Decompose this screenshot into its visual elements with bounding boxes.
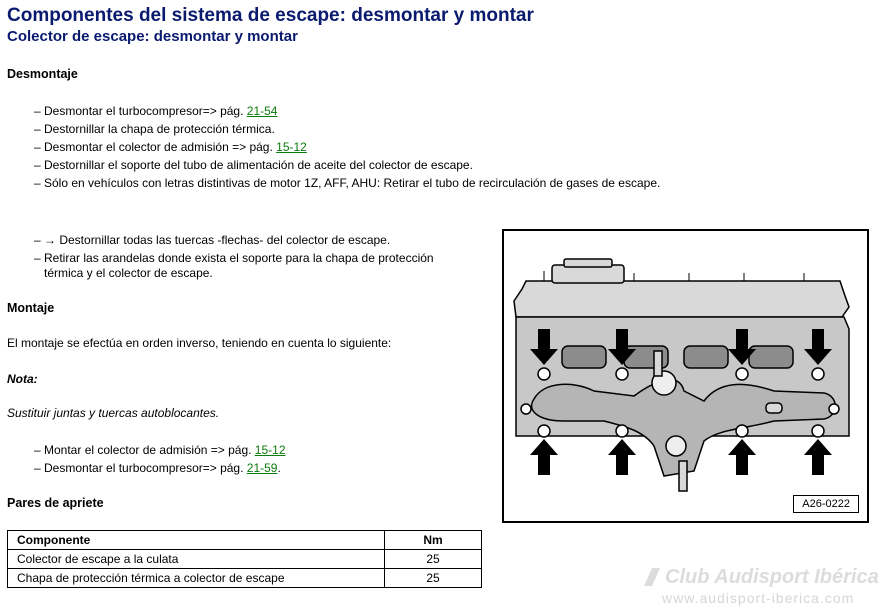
step-7: – Retirar las arandelas donde exista el soporte para la chapa de protección — [34, 251, 434, 265]
column-header: Nm — [385, 531, 482, 550]
montaje-step-2: – Desmontar el turbocompresor=> pág. 21-59. — [34, 461, 281, 475]
step-1: – Desmontar el turbocompresor=> pág. 21-54 — [34, 104, 278, 118]
link-21-59[interactable]: 21-59 — [246, 461, 278, 475]
step-3: – Desmontar el colector de admisión => pág. 15-12 — [34, 140, 307, 154]
torque-table — [7, 530, 482, 588]
exhaust-manifold-figure — [502, 229, 869, 523]
step-6: – → Destornillar todas las tuercas -flechas- del colector de escape. — [34, 233, 391, 247]
note-text: Sustituir juntas y tuercas autoblocantes. — [7, 406, 220, 420]
step-7-cont: térmica y el colector de escape. — [34, 266, 213, 280]
section-heading-desmontaje: Desmontaje — [7, 67, 78, 81]
step-5: – Sólo en vehículos con letras distintivas de motor 1Z, AFF, AHU: Retirar el tubo de recirculación de gases de escape. — [34, 176, 661, 190]
step-4: – Destornillar el soporte del tubo de alimentación de aceite del colector de escape. — [34, 158, 473, 172]
link-15-12[interactable]: 15-12 — [276, 140, 307, 154]
table-cell: 25 — [385, 550, 482, 569]
section-heading-pares: Pares de apriete — [7, 496, 104, 510]
page-title: Componentes del sistema de escape: desmontar y montar — [7, 5, 534, 26]
table-row — [8, 569, 482, 588]
link-15-12-montaje[interactable]: 15-12 — [254, 443, 286, 457]
table-cell: Chapa de protección térmica a colector de escape — [8, 569, 385, 588]
table-header-row — [8, 531, 482, 550]
figure-label: A26-0222 — [793, 495, 859, 513]
montaje-step-1: – Montar el colector de admisión => pág. 15-12 — [34, 443, 286, 457]
note-label: Nota: — [7, 372, 38, 386]
watermark-club: Club Audisport Ibérica — [665, 566, 879, 588]
montaje-intro: El montaje se efectúa en orden inverso, teniendo en cuenta lo siguiente: — [7, 336, 392, 350]
watermark-url: www.audisport-iberica.com — [662, 590, 855, 606]
table-cell: Colector de escape a la culata — [8, 550, 385, 569]
section-heading-montaje: Montaje — [7, 301, 55, 315]
table-row — [8, 550, 482, 569]
watermark-logo-icon — [640, 566, 664, 588]
link-21-54[interactable]: 21-54 — [246, 104, 278, 118]
page-subtitle: Colector de escape: desmontar y montar — [7, 28, 298, 45]
column-header: Componente — [8, 531, 385, 550]
engine-illustration — [504, 231, 867, 521]
step-2: – Destornillar la chapa de protección térmica. — [34, 122, 275, 136]
table-cell: 25 — [385, 569, 482, 588]
